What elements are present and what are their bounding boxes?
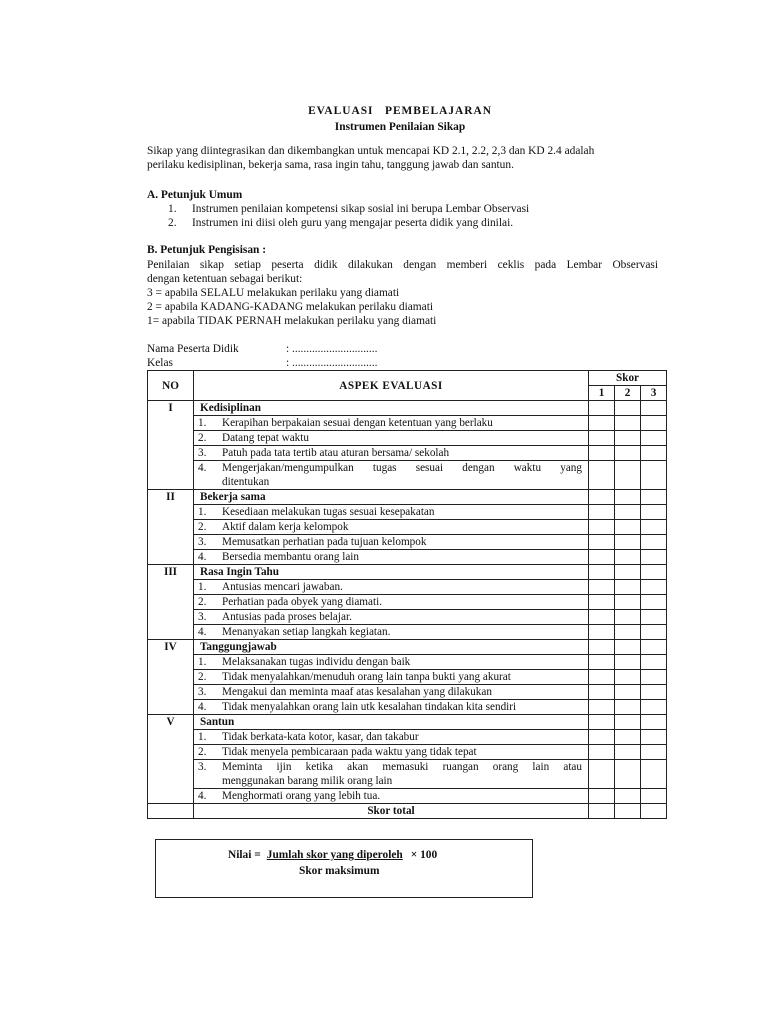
category-row <box>148 401 667 416</box>
category-name: Santun <box>194 715 589 730</box>
score-cell[interactable] <box>589 446 615 461</box>
category-row <box>148 715 667 730</box>
aspect-item <box>194 685 589 700</box>
score-cell[interactable] <box>589 550 615 565</box>
score-cell[interactable] <box>615 789 641 804</box>
aspect-item-number: 2. <box>198 596 207 608</box>
formula-denominator: Skor maksimum <box>299 865 380 877</box>
intro-line: perilaku kedisiplinan, bekerja sama, rasa ingin tahu, tanggung jawab dan santun. <box>147 159 514 171</box>
score-cell[interactable] <box>641 595 667 610</box>
aspect-item-text: Antusias pada proses belajar. <box>222 611 352 623</box>
aspect-item-number: 3. <box>198 761 207 773</box>
score-cell[interactable] <box>615 610 641 625</box>
aspect-item-number: 4. <box>198 790 207 802</box>
class-value: : .............................. <box>286 357 378 369</box>
total-row <box>148 804 667 819</box>
aspect-item-number: 3. <box>198 611 207 623</box>
observation-table <box>147 370 667 819</box>
score-cell[interactable] <box>589 655 615 670</box>
category-name: Tanggungjawab <box>194 640 589 655</box>
aspect-item <box>194 655 589 670</box>
aspect-item <box>194 595 589 610</box>
table-row <box>148 535 667 550</box>
formula-numerator: Jumlah skor yang diperoleh <box>266 849 403 861</box>
aspect-item-text: Patuh pada tata tertib atau aturan bersama/ sekolah <box>222 447 450 459</box>
class-label: Kelas <box>147 357 173 369</box>
aspect-item-text: ditentukan <box>222 476 270 488</box>
table-row <box>148 431 667 446</box>
aspect-item-text: Tidak menyela pembicaraan pada waktu yang tidak tepat <box>222 746 477 758</box>
score-cell[interactable] <box>615 670 641 685</box>
aspect-item <box>194 580 589 595</box>
section-a-list <box>168 202 529 230</box>
score-cell[interactable] <box>641 550 667 565</box>
header-skor-2: 2 <box>615 386 641 401</box>
score-cell[interactable] <box>589 401 615 416</box>
table-row <box>148 745 667 760</box>
table-row <box>148 610 667 625</box>
table-row <box>148 446 667 461</box>
score-cell[interactable] <box>641 640 667 655</box>
table-row <box>148 416 667 431</box>
intro-paragraph <box>147 144 662 172</box>
score-cell[interactable] <box>641 700 667 715</box>
score-cell[interactable] <box>615 804 641 819</box>
aspect-item-text: Datang tepat waktu <box>222 432 309 444</box>
score-cell[interactable] <box>589 789 615 804</box>
page-title: EVALUASI PEMBELAJARAN <box>308 105 492 117</box>
score-cell[interactable] <box>641 565 667 580</box>
aspect-item-number: 2. <box>198 671 207 683</box>
category-number: I <box>148 401 194 490</box>
aspect-item-number: 1. <box>198 417 207 429</box>
aspect-item <box>194 461 589 490</box>
aspect-item <box>194 505 589 520</box>
score-cell[interactable] <box>641 745 667 760</box>
category-number: V <box>148 715 194 804</box>
aspect-item <box>194 745 589 760</box>
score-cell[interactable] <box>589 595 615 610</box>
category-row <box>148 640 667 655</box>
header-skor: Skor <box>589 371 667 386</box>
aspect-item-number: 2. <box>198 746 207 758</box>
aspect-item-text: menggunakan barang milik orang lain <box>222 775 393 787</box>
table-row <box>148 789 667 804</box>
aspect-item-number: 1. <box>198 731 207 743</box>
student-name-label: Nama Peserta Didik <box>147 343 239 355</box>
formula-line <box>228 848 437 862</box>
category-number: III <box>148 565 194 640</box>
score-cell[interactable] <box>641 431 667 446</box>
score-cell[interactable] <box>615 685 641 700</box>
aspect-item-number: 4. <box>198 551 207 563</box>
section-b-body <box>147 258 658 328</box>
aspect-item-number: 1. <box>198 581 207 593</box>
score-cell[interactable] <box>641 655 667 670</box>
category-number: II <box>148 490 194 565</box>
class-field <box>147 356 377 370</box>
aspect-item-text: Mengakui dan meminta maaf atas kesalahan yang dilakukan <box>222 686 492 698</box>
score-cell[interactable] <box>589 804 615 819</box>
score-cell[interactable] <box>589 610 615 625</box>
header-skor-1: 1 <box>589 386 615 401</box>
list-item-text: Instrumen ini diisi oleh guru yang mengajar peserta didik yang dinilai. <box>192 217 514 229</box>
section-b-heading: B. Petunjuk Pengisisan : <box>147 244 266 256</box>
score-cell[interactable] <box>641 730 667 745</box>
score-cell[interactable] <box>615 490 641 505</box>
table-row <box>148 655 667 670</box>
score-cell[interactable] <box>615 580 641 595</box>
aspect-item <box>194 520 589 535</box>
score-cell[interactable] <box>641 505 667 520</box>
score-cell[interactable] <box>589 640 615 655</box>
aspect-item-number: 2. <box>198 432 207 444</box>
total-spacer <box>148 804 194 819</box>
list-item-text: Instrumen penilaian kompetensi sikap sosial ini berupa Lembar Observasi <box>192 203 530 215</box>
score-cell[interactable] <box>615 520 641 535</box>
section-b-line: dengan ketentuan sebagai berikut: <box>147 273 303 285</box>
table-row <box>148 625 667 640</box>
score-cell[interactable] <box>641 760 667 789</box>
score-cell[interactable] <box>641 685 667 700</box>
score-cell[interactable] <box>589 685 615 700</box>
score-cell[interactable] <box>615 745 641 760</box>
score-cell[interactable] <box>589 625 615 640</box>
aspect-item <box>194 670 589 685</box>
score-cell[interactable] <box>641 461 667 490</box>
score-cell[interactable] <box>641 789 667 804</box>
score-cell[interactable] <box>589 535 615 550</box>
table-row <box>148 685 667 700</box>
score-formula-box <box>155 839 533 898</box>
header-skor-3: 3 <box>641 386 667 401</box>
score-cell[interactable] <box>641 535 667 550</box>
table-row <box>148 550 667 565</box>
score-cell[interactable] <box>615 535 641 550</box>
aspect-item <box>194 535 589 550</box>
formula-multiplier: × 100 <box>410 849 438 861</box>
score-cell[interactable] <box>641 490 667 505</box>
table-header-row <box>148 371 667 386</box>
category-number: IV <box>148 640 194 715</box>
score-cell[interactable] <box>615 505 641 520</box>
aspect-item-number: 4. <box>198 701 207 713</box>
aspect-item-text: Mengerjakan/mengumpulkan tugas sesuai dengan waktu yang <box>222 462 582 474</box>
table-row <box>148 670 667 685</box>
score-cell[interactable] <box>615 401 641 416</box>
aspect-item-number: 2. <box>198 521 207 533</box>
score-cell[interactable] <box>589 565 615 580</box>
aspect-item-text: Melaksanakan tugas individu dengan baik <box>222 656 411 668</box>
score-cell[interactable] <box>589 431 615 446</box>
table-row <box>148 461 667 490</box>
aspect-item-number: 3. <box>198 536 207 548</box>
aspect-item-text: Antusias mencari jawaban. <box>222 581 343 593</box>
table-row <box>148 520 667 535</box>
header-aspek: ASPEK EVALUASI <box>194 371 589 401</box>
aspect-item <box>194 431 589 446</box>
formula-prefix: Nilai = <box>228 849 261 861</box>
list-item <box>168 216 529 230</box>
aspect-item-text: Meminta ijin ketika akan memasuki ruangan orang lain atau <box>222 761 582 773</box>
score-cell[interactable] <box>589 520 615 535</box>
aspect-item <box>194 610 589 625</box>
score-cell[interactable] <box>615 730 641 745</box>
score-cell[interactable] <box>641 520 667 535</box>
score-cell[interactable] <box>589 745 615 760</box>
aspect-item <box>194 760 589 789</box>
aspect-item <box>194 789 589 804</box>
aspect-item-text: Tidak menyalahkan orang lain utk kesalahan tindakan kita sendiri <box>222 701 517 713</box>
score-cell[interactable] <box>589 670 615 685</box>
intro-line: Sikap yang diintegrasikan dan dikembangkan untuk mencapai KD 2.1, 2.2, 2,3 dan KD 2.4 adalah <box>147 145 595 157</box>
score-cell[interactable] <box>641 610 667 625</box>
aspect-item-number: 1. <box>198 656 207 668</box>
score-cell[interactable] <box>641 416 667 431</box>
list-item <box>168 202 529 216</box>
total-label: Skor total <box>194 804 589 819</box>
section-b-line: 1= apabila TIDAK PERNAH melakukan perilaku yang diamati <box>147 315 437 327</box>
table-row <box>148 580 667 595</box>
table-row <box>148 730 667 745</box>
score-cell[interactable] <box>641 625 667 640</box>
aspect-item-number: 4. <box>198 626 207 638</box>
aspect-item <box>194 730 589 745</box>
category-row <box>148 565 667 580</box>
aspect-item <box>194 625 589 640</box>
list-item-number: 1. <box>168 203 177 215</box>
aspect-item-number: 3. <box>198 447 207 459</box>
score-cell[interactable] <box>615 431 641 446</box>
score-cell[interactable] <box>615 700 641 715</box>
score-cell[interactable] <box>641 715 667 730</box>
score-cell[interactable] <box>589 760 615 789</box>
section-b-line: 2 = apabila KADANG-KADANG melakukan perilaku diamati <box>147 301 434 313</box>
aspect-item <box>194 700 589 715</box>
section-b-line: 3 = apabila SELALU melakukan perilaku yang diamati <box>147 287 400 299</box>
score-cell[interactable] <box>615 655 641 670</box>
aspect-item <box>194 550 589 565</box>
category-name: Kedisiplinan <box>194 401 589 416</box>
score-cell[interactable] <box>589 490 615 505</box>
table-row <box>148 595 667 610</box>
aspect-item-text: Menghormati orang yang lebih tua. <box>222 790 381 802</box>
student-name-field <box>147 342 377 356</box>
section-a-heading: A. Petunjuk Umum <box>147 189 243 201</box>
score-cell[interactable] <box>615 446 641 461</box>
score-cell[interactable] <box>615 595 641 610</box>
score-cell[interactable] <box>589 505 615 520</box>
score-cell[interactable] <box>589 461 615 490</box>
table-row <box>148 760 667 789</box>
category-name: Bekerja sama <box>194 490 589 505</box>
table-row <box>148 505 667 520</box>
score-cell[interactable] <box>615 565 641 580</box>
student-name-value: : .............................. <box>286 343 378 355</box>
score-cell[interactable] <box>641 446 667 461</box>
table-row <box>148 700 667 715</box>
score-cell[interactable] <box>641 804 667 819</box>
list-item-number: 2. <box>168 217 177 229</box>
aspect-item-text: Aktif dalam kerja kelompok <box>222 521 349 533</box>
score-cell[interactable] <box>615 760 641 789</box>
aspect-item-text: Tidak menyalahkan/menuduh orang lain tanpa bukti yang akurat <box>222 671 511 683</box>
score-cell[interactable] <box>641 580 667 595</box>
section-b-line: Penilaian sikap setiap peserta didik dilakukan dengan memberi ceklis pada Lembar Observasi <box>147 259 658 271</box>
score-cell[interactable] <box>615 461 641 490</box>
aspect-item-text: Kerapihan berpakaian sesuai dengan ketentuan yang berlaku <box>222 417 493 429</box>
aspect-item-number: 3. <box>198 686 207 698</box>
score-cell[interactable] <box>615 625 641 640</box>
score-cell[interactable] <box>589 715 615 730</box>
score-cell[interactable] <box>615 640 641 655</box>
score-cell[interactable] <box>589 730 615 745</box>
score-cell[interactable] <box>589 580 615 595</box>
page-subtitle: Instrumen Penilaian Sikap <box>334 121 466 133</box>
score-cell[interactable] <box>615 550 641 565</box>
aspect-item-text: Perhatian pada obyek yang diamati. <box>222 596 382 608</box>
aspect-item-text: Memusatkan perhatian pada tujuan kelompok <box>222 536 427 548</box>
aspect-item-text: Menanyakan setiap langkah kegiatan. <box>222 626 391 638</box>
aspect-item-text: Tidak berkata-kata kotor, kasar, dan takabur <box>222 731 419 743</box>
header-no: NO <box>148 371 194 401</box>
aspect-item <box>194 416 589 431</box>
category-name: Rasa Ingin Tahu <box>194 565 589 580</box>
aspect-item-text: Kesediaan melakukan tugas sesuai kesepakatan <box>222 506 435 518</box>
aspect-item-number: 4. <box>198 462 207 474</box>
score-cell[interactable] <box>615 416 641 431</box>
category-row <box>148 490 667 505</box>
aspect-item-number: 1. <box>198 506 207 518</box>
score-cell[interactable] <box>615 715 641 730</box>
score-cell[interactable] <box>641 670 667 685</box>
score-cell[interactable] <box>589 416 615 431</box>
aspect-item <box>194 446 589 461</box>
score-cell[interactable] <box>641 401 667 416</box>
score-cell[interactable] <box>589 700 615 715</box>
aspect-item-text: Bersedia membantu orang lain <box>222 551 360 563</box>
